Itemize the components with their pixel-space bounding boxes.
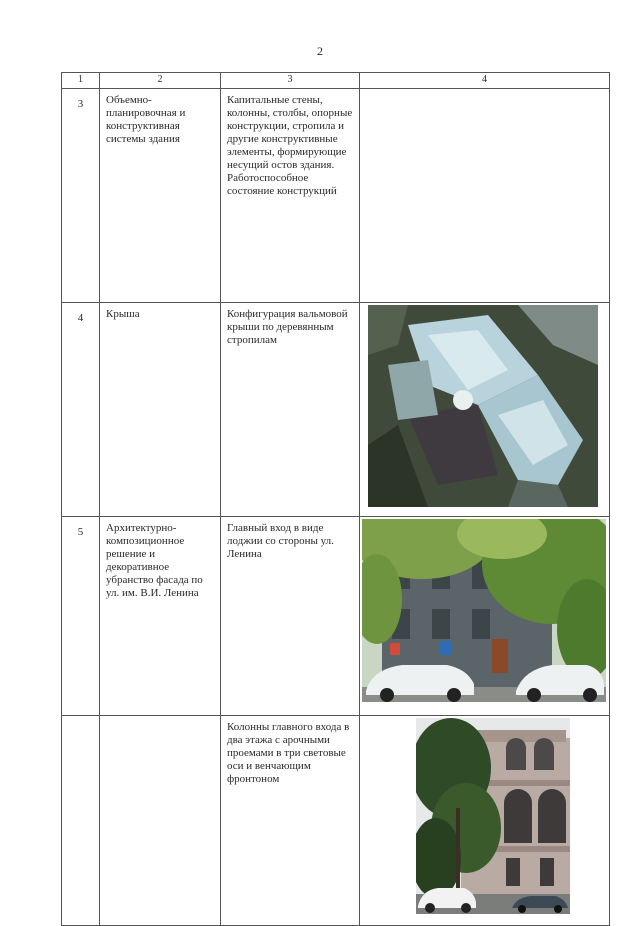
element-description: Главный вход в виде лоджии со стороны ул. Ленина <box>221 517 360 716</box>
column-header: 3 <box>221 73 360 89</box>
row-number: 3 <box>62 89 100 303</box>
building-columns-photo <box>416 718 570 914</box>
element-name: Объемно-планировочная и конструктивная системы здания <box>100 89 221 303</box>
element-name: Крыша <box>100 303 221 517</box>
row-number: 5 <box>62 517 100 716</box>
element-name: Архитектурно-композиционное решение и декоративное убранство фасада по ул. им. В.И. Ленина <box>100 517 221 716</box>
page-number: 2 <box>317 44 323 58</box>
image-cell <box>360 716 610 926</box>
facade-entrance-photo <box>362 519 606 702</box>
empty-image-cell <box>360 89 610 303</box>
element-name <box>100 716 221 926</box>
heritage-table <box>61 72 610 926</box>
column-header: 4 <box>360 73 610 89</box>
table-row <box>62 89 610 303</box>
aerial-roof-photo <box>368 305 598 507</box>
row-number: 4 <box>62 303 100 517</box>
element-description: Колонны главного входа в два этажа с арочными проемами в три световые оси и венчающим фронтоном <box>221 716 360 926</box>
column-header: 1 <box>62 73 100 89</box>
element-description: Конфигурация вальмовой крыши по деревянным стропилам <box>221 303 360 517</box>
table-row <box>62 716 610 926</box>
table-header-row <box>62 73 610 89</box>
row-number <box>62 716 100 926</box>
element-description: Капитальные стены, колонны, столбы, опорные конструкции, стропила и другие конструктивные элементы, формирующие несущий остов здания. Работоспособное состояние конструкций <box>221 89 360 303</box>
image-cell <box>360 517 610 716</box>
table-row <box>62 303 610 517</box>
image-cell <box>360 303 610 517</box>
table-row <box>62 517 610 716</box>
column-header: 2 <box>100 73 221 89</box>
